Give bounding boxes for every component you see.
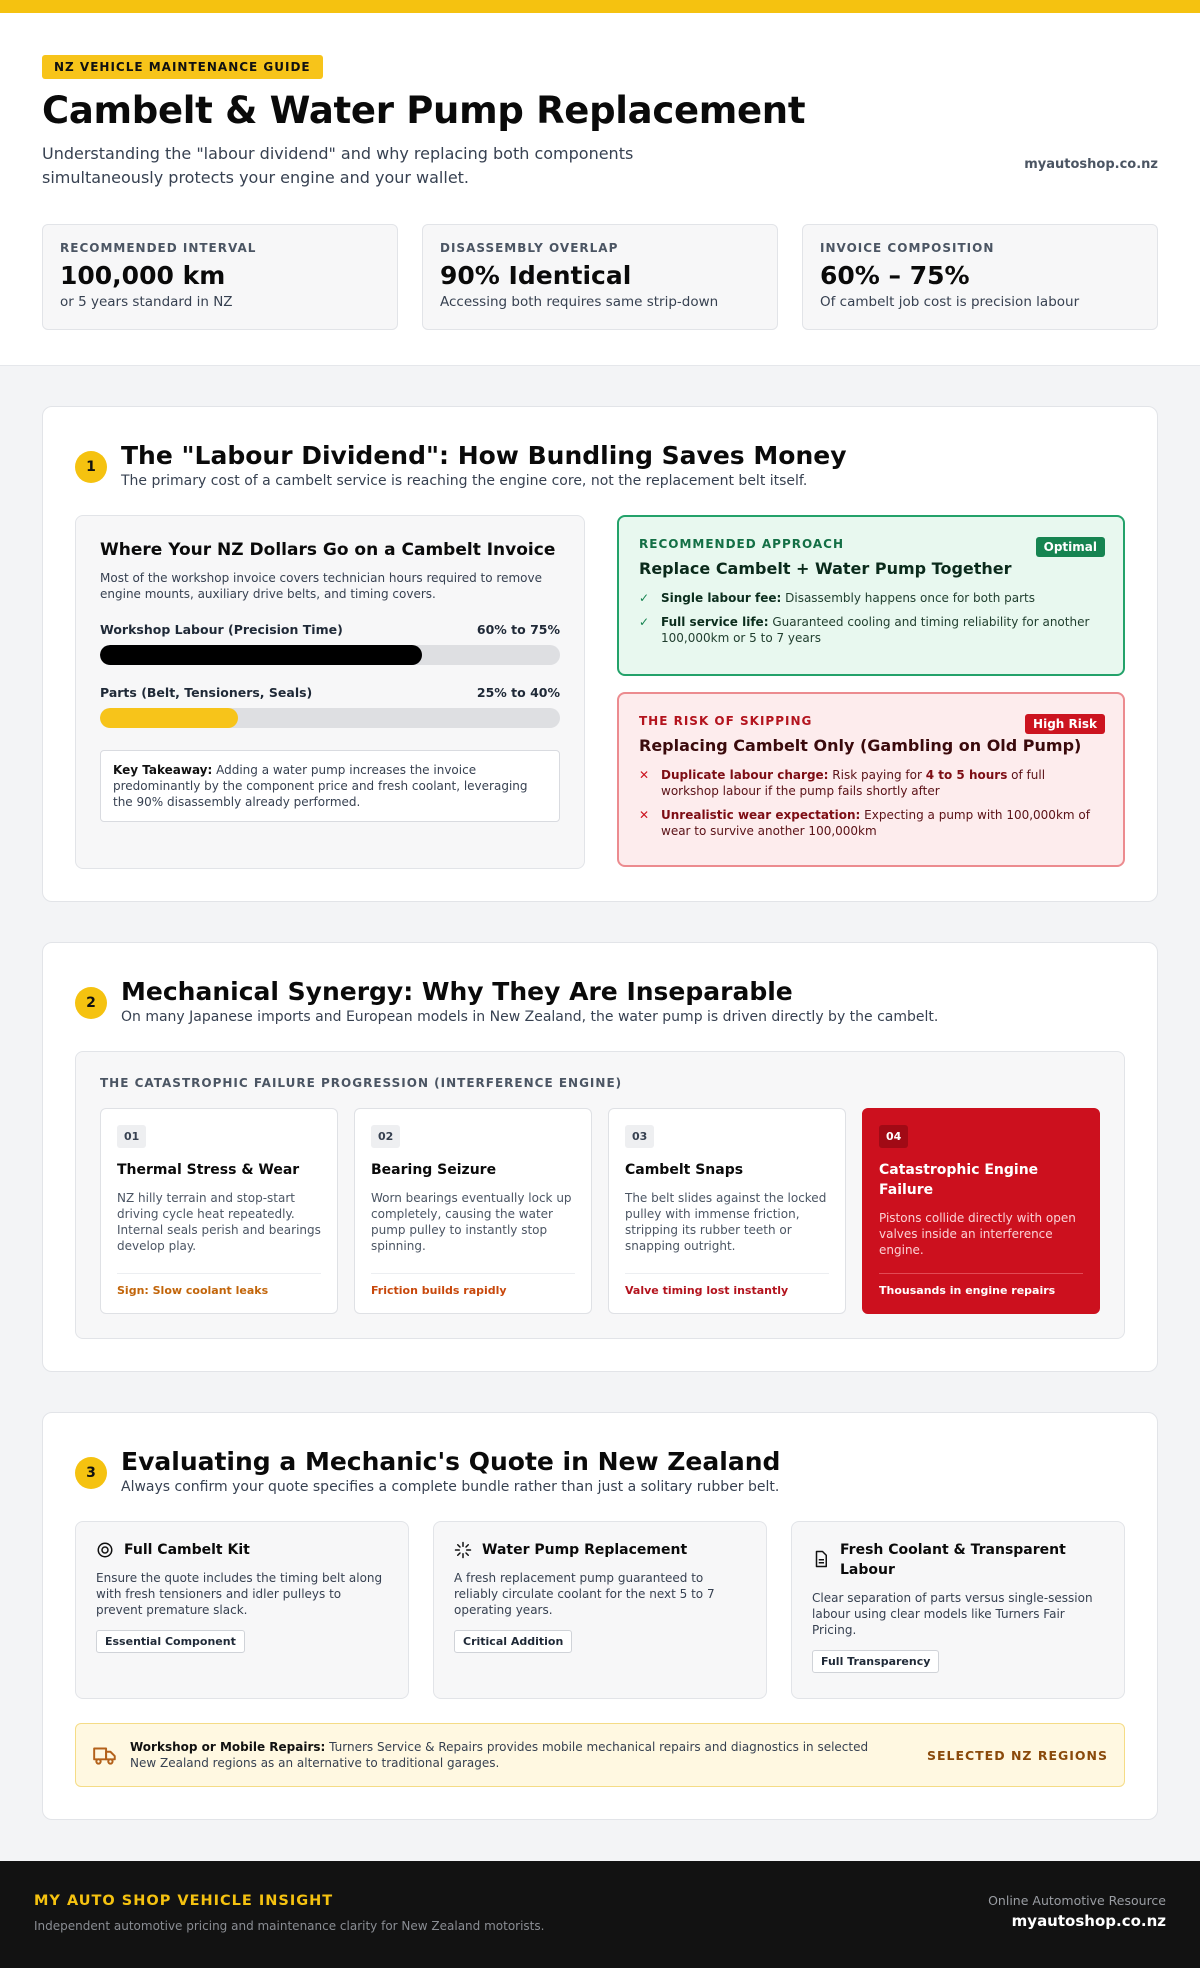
step-outcome: Valve timing lost instantly bbox=[625, 1273, 829, 1297]
progression-label: THE CATASTROPHIC FAILURE PROGRESSION (INTERFERENCE ENGINE) bbox=[100, 1076, 623, 1090]
top-accent-bar bbox=[0, 0, 1200, 13]
check-header bbox=[454, 1540, 746, 1560]
bar-label: Parts (Belt, Tensioners, Seals) bbox=[100, 685, 313, 700]
mobile-repairs-text bbox=[130, 1739, 915, 1771]
step-title: Catastrophic Engine Failure bbox=[879, 1162, 1039, 1198]
section-title: The "Labour Dividend": How Bundling Saves Money bbox=[121, 441, 847, 470]
takeaway-label: Key Takeaway: bbox=[113, 763, 213, 777]
check-description: A fresh replacement pump guaranteed to reliably circulate coolant for the next 5 to 7 operating years. bbox=[454, 1571, 715, 1617]
item-bold: Duplicate labour charge: bbox=[661, 768, 829, 782]
approach-label: THE RISK OF SKIPPING bbox=[639, 714, 813, 728]
check-title: Fresh Coolant & Transparent Labour bbox=[840, 1542, 1066, 1578]
stat-note: Of cambelt job cost is precision labour bbox=[820, 294, 1080, 310]
stat-card-interval bbox=[42, 224, 398, 330]
bar-range: 25% to 40% bbox=[476, 685, 560, 700]
section-subtitle: Always confirm your quote specifies a complete bundle rather than just a solitary rubber belt. bbox=[121, 1479, 780, 1495]
stat-label: INVOICE COMPOSITION bbox=[820, 241, 995, 255]
section-header bbox=[75, 441, 1125, 489]
step-description: Pistons collide directly with open valves inside an interference engine. bbox=[879, 1211, 1076, 1257]
takeaway-text: Adding a water pump increases the invoice predominantly by the component price and fresh coolant, leveraging the 90% disassembly already performed. bbox=[113, 763, 528, 809]
section-mechanical-synergy bbox=[42, 942, 1158, 1372]
mobile-body: Turners Service & Repairs provides mobile mechanical repairs and diagnostics in selected New Zealand regions as an alternative to traditional garages. bbox=[130, 1740, 869, 1770]
list-item bbox=[639, 590, 1103, 606]
invoice-title: Where Your NZ Dollars Go on a Cambelt Invoice bbox=[100, 540, 556, 560]
item-text: of full workshop labour if the pump fails shortly after bbox=[661, 768, 1046, 798]
regions-tag: SELECTED NZ REGIONS bbox=[926, 1747, 1108, 1763]
list-item bbox=[639, 767, 1103, 799]
truck-icon bbox=[92, 1742, 118, 1768]
sparkle-icon bbox=[454, 1541, 472, 1559]
section-header bbox=[75, 1447, 1125, 1495]
step-description: Worn bearings eventually lock up completely, causing the water pump pulley to instantly stop spinning. bbox=[371, 1191, 572, 1253]
check-tag: Critical Addition bbox=[454, 1630, 572, 1653]
item-bold: Full service life: bbox=[661, 615, 769, 629]
section-subtitle: The primary cost of a cambelt service is reaching the engine core, not the replacement belt itself. bbox=[121, 473, 808, 489]
approach-label: RECOMMENDED APPROACH bbox=[639, 537, 844, 551]
step-outcome: Thousands in engine repairs bbox=[879, 1273, 1083, 1297]
section-labour-dividend bbox=[42, 406, 1158, 902]
section-header bbox=[75, 977, 1125, 1025]
stat-label: RECOMMENDED INTERVAL bbox=[60, 241, 257, 255]
approach-title: Replace Cambelt + Water Pump Together bbox=[639, 559, 1012, 578]
header-domain-link[interactable]: myautoshop.co.nz bbox=[1024, 157, 1158, 172]
step-title: Bearing Seizure bbox=[371, 1162, 497, 1178]
section-number-badge: 2 bbox=[75, 987, 107, 1019]
footer-tagline: Independent automotive pricing and maintenance clarity for New Zealand motorists. bbox=[34, 1919, 545, 1933]
stat-value: 60% – 75% bbox=[820, 261, 970, 290]
check-title: Water Pump Replacement bbox=[482, 1542, 688, 1558]
labour-bar-fill bbox=[100, 645, 422, 665]
section-body bbox=[75, 515, 1125, 869]
parts-bar-track bbox=[100, 708, 560, 728]
step-card-engine-failure bbox=[862, 1108, 1100, 1314]
step-number: 02 bbox=[371, 1125, 400, 1148]
stats-row bbox=[42, 224, 1158, 330]
step-card-cambelt-snaps bbox=[608, 1108, 846, 1314]
parts-bar-row bbox=[100, 685, 560, 700]
stat-note: or 5 years standard in NZ bbox=[60, 294, 233, 310]
check-header bbox=[812, 1540, 1104, 1580]
step-list bbox=[100, 1108, 1100, 1314]
optimal-badge: Optimal bbox=[1036, 537, 1105, 557]
high-risk-badge: High Risk bbox=[1025, 714, 1105, 734]
section-title: Evaluating a Mechanic's Quote in New Zealand bbox=[121, 1447, 781, 1476]
page-footer bbox=[0, 1861, 1200, 1968]
risk-approach-card bbox=[617, 692, 1125, 867]
step-outcome: Friction builds rapidly bbox=[371, 1273, 575, 1297]
bar-range: 60% to 75% bbox=[476, 622, 560, 637]
stat-card-overlap bbox=[422, 224, 778, 330]
list-item bbox=[639, 614, 1103, 646]
check-tag: Essential Component bbox=[96, 1630, 245, 1653]
section-number-badge: 3 bbox=[75, 1457, 107, 1489]
check-card-cambelt-kit bbox=[75, 1521, 409, 1699]
step-description: The belt slides against the locked pulley with immense friction, stripping its rubber teeth or snapping outright. bbox=[625, 1191, 827, 1253]
item-text: Risk paying for bbox=[828, 768, 926, 782]
step-title: Thermal Stress & Wear bbox=[117, 1162, 300, 1178]
document-icon bbox=[812, 1550, 830, 1568]
item-bold: Unrealistic wear expectation: bbox=[661, 808, 861, 822]
page-title: Cambelt & Water Pump Replacement bbox=[42, 89, 806, 132]
labour-bar-track bbox=[100, 645, 560, 665]
section-number-badge: 1 bbox=[75, 451, 107, 483]
step-title: Cambelt Snaps bbox=[625, 1162, 744, 1178]
item-highlight: 4 to 5 hours bbox=[925, 768, 1008, 782]
check-card-coolant-labour bbox=[791, 1521, 1125, 1699]
parts-bar-fill bbox=[100, 708, 238, 728]
step-number: 04 bbox=[879, 1125, 908, 1148]
item-text: Expecting a pump with 100,000km of wear to survive another 100,000km bbox=[661, 808, 1090, 838]
step-outcome: Sign: Slow coolant leaks bbox=[117, 1273, 321, 1297]
quote-checklist bbox=[75, 1521, 1125, 1699]
section-title: Mechanical Synergy: Why They Are Inseparable bbox=[121, 977, 793, 1006]
mobile-repairs-banner bbox=[75, 1723, 1125, 1787]
footer-brand: MY AUTO SHOP VEHICLE INSIGHT bbox=[34, 1893, 334, 1909]
list-item bbox=[639, 807, 1103, 839]
step-card-bearing-seizure bbox=[354, 1108, 592, 1314]
footer-domain-link[interactable]: myautoshop.co.nz bbox=[1011, 1912, 1166, 1930]
cross-icon: ✕ bbox=[639, 808, 650, 822]
benefit-list bbox=[639, 590, 1103, 646]
footer-resource-label: Online Automotive Resource bbox=[988, 1893, 1166, 1908]
step-description: NZ hilly terrain and stop-start driving cycle heat repeatedly. Internal seals perish and bearings develop play. bbox=[117, 1191, 321, 1253]
failure-progression bbox=[75, 1051, 1125, 1339]
cross-icon: ✕ bbox=[639, 768, 650, 782]
subtitle-row bbox=[42, 142, 1158, 190]
labour-bar-row bbox=[100, 622, 560, 637]
mobile-bold: Workshop or Mobile Repairs: bbox=[130, 1740, 326, 1754]
stat-value: 100,000 km bbox=[60, 261, 226, 290]
page-header bbox=[0, 13, 1200, 366]
check-tag: Full Transparency bbox=[812, 1650, 939, 1673]
target-icon bbox=[96, 1541, 114, 1559]
key-takeaway-box bbox=[100, 750, 560, 822]
invoice-breakdown-card bbox=[75, 515, 585, 869]
page-subtitle: Understanding the "labour dividend" and why replacing both components simultaneously protects your engine and your wallet. bbox=[42, 144, 634, 187]
section-evaluating-quote bbox=[42, 1412, 1158, 1820]
guide-tag: NZ VEHICLE MAINTENANCE GUIDE bbox=[42, 55, 323, 79]
recommended-approach-card bbox=[617, 515, 1125, 676]
step-number: 03 bbox=[625, 1125, 654, 1148]
approach-column bbox=[617, 515, 1125, 869]
invoice-description: Most of the workshop invoice covers technician hours required to remove engine mounts, auxiliary drive belts, and timing covers. bbox=[100, 571, 542, 601]
stat-note: Accessing both requires same strip-down bbox=[440, 294, 719, 310]
risk-list bbox=[639, 767, 1103, 839]
step-number: 01 bbox=[117, 1125, 146, 1148]
check-header bbox=[96, 1540, 388, 1560]
check-card-water-pump bbox=[433, 1521, 767, 1699]
stat-card-invoice bbox=[802, 224, 1158, 330]
check-description: Clear separation of parts versus single-session labour using clear models like Turners Fair Pricing. bbox=[812, 1591, 1093, 1637]
item-bold: Single labour fee: bbox=[661, 591, 782, 605]
bar-label: Workshop Labour (Precision Time) bbox=[100, 622, 343, 637]
item-text: Disassembly happens once for both parts bbox=[781, 591, 1035, 605]
stat-label: DISASSEMBLY OVERLAP bbox=[440, 241, 619, 255]
check-icon: ✓ bbox=[639, 591, 650, 605]
section-subtitle: On many Japanese imports and European models in New Zealand, the water pump is driven directly by the cambelt. bbox=[121, 1009, 939, 1025]
item-text: Guaranteed cooling and timing reliability for another 100,000km or 5 to 7 years bbox=[661, 615, 1090, 645]
check-description: Ensure the quote includes the timing belt along with fresh tensioners and idler pulleys to prevent premature slack. bbox=[96, 1571, 383, 1617]
stat-value: 90% Identical bbox=[440, 261, 632, 290]
check-title: Full Cambelt Kit bbox=[124, 1542, 250, 1558]
check-icon: ✓ bbox=[639, 615, 650, 629]
step-card-thermal-stress bbox=[100, 1108, 338, 1314]
approach-title: Replacing Cambelt Only (Gambling on Old Pump) bbox=[639, 736, 1082, 755]
